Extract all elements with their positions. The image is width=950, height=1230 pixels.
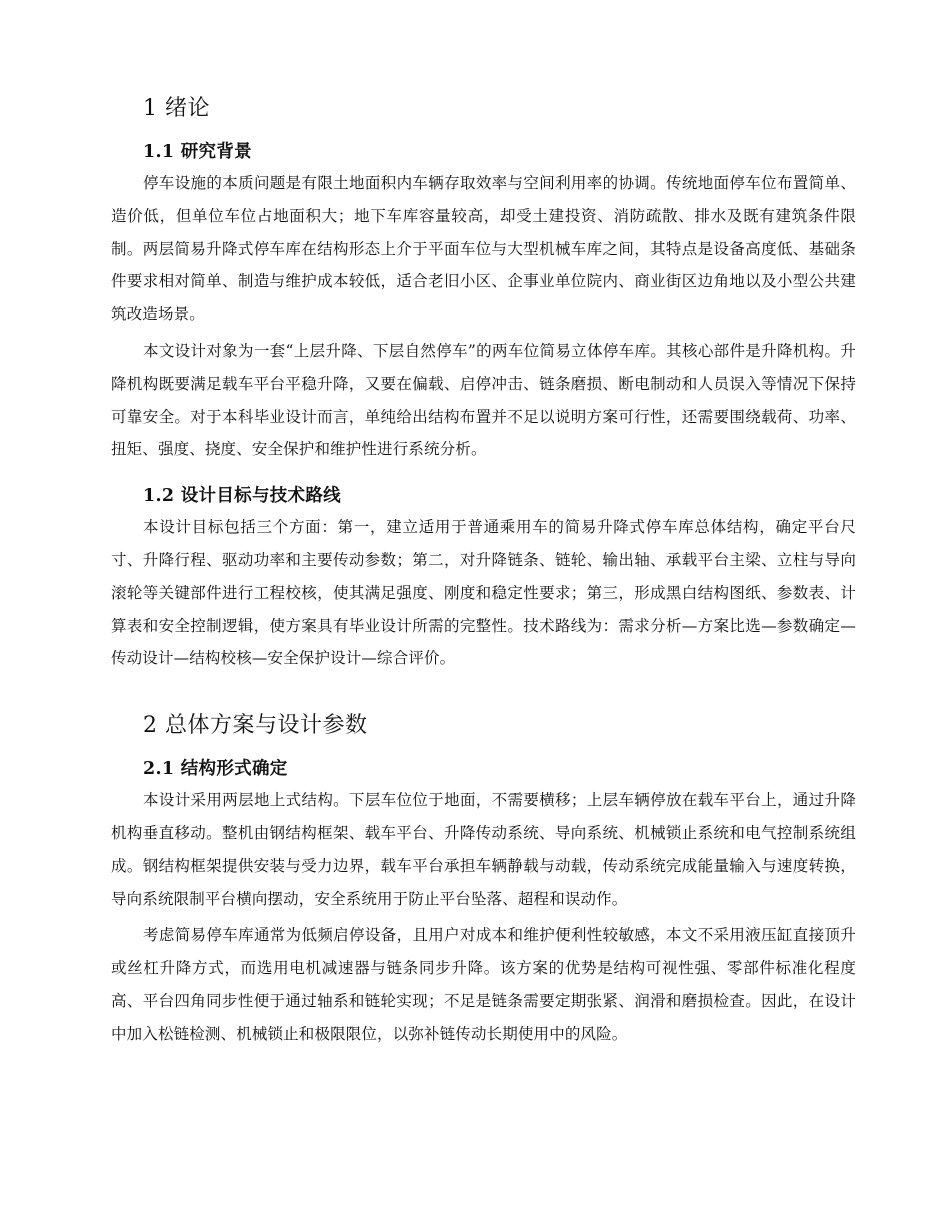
section-1-1-paragraph-1: 停车设施的本质问题是有限土地面积内车辆存取效率与空间利用率的协调。传统地面停车位布置简单、造价低，但单位车位占地面积大；地下车库容量较高，却受土建投资、消防疏散、排水及既有建筑条件限制。两层简易升降式停车库在结构形态上介于平面车位与大型机械车库之间，其特点是设备高度低、基础条件要求相对简单、制造与维护成本较低，适合老旧小区、企事业单位院内、商业街区边角地以及小型公共建筑改造场景。 [111, 174, 856, 324]
section-2-1-paragraph-2: 考虑简易停车库通常为低频启停设备，且用户对成本和维护便利性较敏感，本文不采用液压缸直接顶升或丝杠升降方式，而选用电机减速器与链条同步升降。该方案的优势是结构可视性强、零部件标准化程度高、平台四角同步性便于通过轴系和链轮实现；不足是链条需要定期张紧、润滑和磨损检查。因此，在设计中加入松链检测、机械锁止和极限限位，以弥补链传动长期使用中的风险。 [111, 926, 856, 1043]
section-2-1-heading: 2.1 结构形式确定 [143, 759, 288, 780]
document-body [111, 92, 856, 1055]
chapter-2-heading: 2 总体方案与设计参数 [143, 713, 368, 739]
section-1-2-heading: 1.2 设计目标与技术路线 [143, 486, 341, 507]
section-2-1-paragraph-1: 本设计采用两层地上式结构。下层车位位于地面，不需要横移；上层车辆停放在载车平台上，通过升降机构垂直移动。整机由钢结构框架、载车平台、升降传动系统、导向系统、机械锁止系统和电气控制系统组成。钢结构框架提供安装与受力边界，载车平台承担车辆静载与动载，传动系统完成能量输入与速度转换，导向系统限制平台横向摆动，安全系统用于防止平台坠落、超程和误动作。 [111, 791, 856, 908]
section-1-2-paragraph-1: 本设计目标包括三个方面：第一，建立适用于普通乘用车的简易升降式停车库总体结构，确定平台尺寸、升降行程、驱动功率和主要传动参数；第二，对升降链条、链轮、输出轴、承载平台主梁、立柱与导向滚轮等关键部件进行工程校核，使其满足强度、刚度和稳定性要求；第三，形成黑白结构图纸、参数表、计算表和安全控制逻辑，使方案具有毕业设计所需的完整性。技术路线为：需求分析—方案比选—参数确定—传动设计—结构校核—安全保护设计—综合评价。 [111, 518, 856, 668]
section-1-1-paragraph-2: 本文设计对象为一套“上层升降、下层自然停车”的两车位简易立体停车库。其核心部件是升降机构。升降机构既要满足载车平台平稳升降，又要在偏载、启停冲击、链条磨损、断电制动和人员误入等情况下保持可靠安全。对于本科毕业设计而言，单纯给出结构布置并不足以说明方案可行性，还需要围绕载荷、功率、扭矩、强度、挠度、安全保护和维护性进行系统分析。 [111, 341, 856, 459]
section-1-1-heading: 1.1 研究背景 [143, 142, 252, 162]
chapter-1-heading: 1 绪论 [143, 96, 210, 121]
